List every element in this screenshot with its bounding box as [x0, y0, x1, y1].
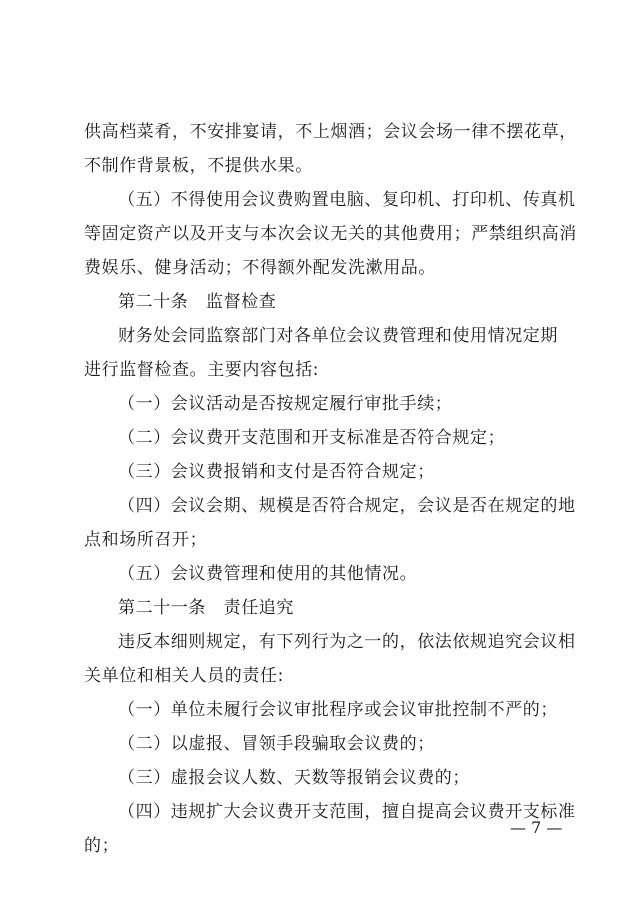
text-line: （五）不得使用会议费购置电脑、复印机、打印机、传真机: [118, 190, 576, 210]
section-heading: 第二十条 监督检查: [118, 292, 277, 312]
text-line: 违反本细则规定，有下列行为之一的，依法依规追究会议相: [118, 632, 576, 652]
list-item: （二）会议费开支范围和开支标准是否符合规定；: [118, 428, 506, 448]
text-line: 费娱乐、健身活动；不得额外配发洗漱用品。: [84, 258, 436, 278]
list-item: （二）以虚报、冒领手段骗取会议费的；: [118, 734, 435, 754]
text-line: 不制作背景板，不提供水果。: [84, 156, 313, 176]
list-item: （四）违规扩大会议费开支范围，擅自提高会议费开支标准: [118, 802, 576, 822]
text-line: 等固定资产以及开支与本次会议无关的其他费用；严禁组织高消: [84, 224, 577, 244]
text-line: 关单位和相关人员的责任:: [84, 666, 284, 686]
text-line: 供高档菜肴，不安排宴请，不上烟酒；会议会场一律不摆花草，: [84, 122, 577, 142]
list-item: （四）会议会期、规模是否符合规定，会议是否在规定的地: [118, 496, 576, 516]
list-item: （一）单位未履行会议审批程序或会议审批控制不严的；: [118, 700, 558, 720]
page-number: — 7 —: [510, 818, 563, 837]
list-item: （一）会议活动是否按规定履行审批手续；: [118, 394, 453, 414]
section-heading: 第二十一条 责任追究: [118, 598, 294, 618]
text-line: 财务处会同监察部门对各单位会议费管理和使用情况定期: [118, 326, 558, 346]
list-item: （五）会议费管理和使用的其他情况。: [118, 564, 418, 584]
text-line: 进行监督检查。主要内容包括:: [84, 360, 320, 380]
list-item: （三）会议费报销和支付是否符合规定；: [118, 462, 435, 482]
list-item: （三）虚报会议人数、天数等报销会议费的；: [118, 768, 470, 788]
text-line: 点和场所召开；: [84, 530, 208, 550]
text-line: 的；: [84, 836, 120, 856]
